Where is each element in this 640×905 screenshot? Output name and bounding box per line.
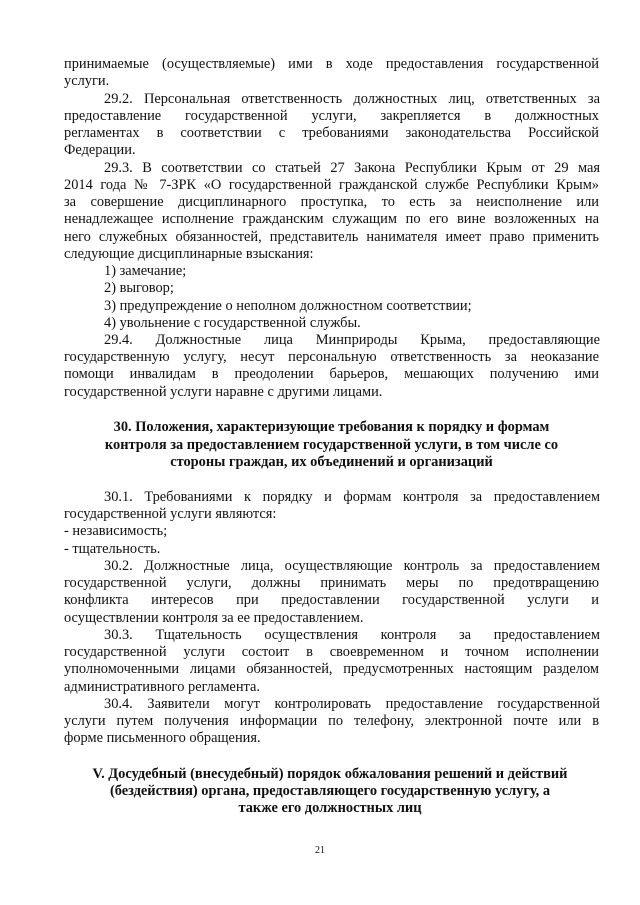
chapter-heading: V. Досудебный (внесудебный) порядок обжалования решений и действий [92,766,568,782]
list-item: 4) увольнение с государственной службы. [104,315,361,331]
text-line: 29.2. Персональная ответственность должностных лиц, ответственных за [104,91,600,107]
section-heading: 30. Положения, характеризующие требования к порядку и формам [113,419,550,435]
text-line: государственной услуги, должны принимать меры по предотвращению [64,575,599,591]
list-item: - независимость; [64,523,168,539]
list-item: 2) выговор; [104,280,174,296]
text-line: 29.4. Должностные лица Минприроды Крыма, предоставляющие [104,332,600,348]
text-line: 2014 года № 7-ЗРК «О государственной гражданской службе Республики Крым» [64,177,599,193]
text-line: форме письменного обращения. [64,730,261,746]
chapter-heading: также его должностных лиц [238,800,422,816]
list-item: 1) замечание; [104,263,187,279]
section-heading: стороны граждан, их объединений и организаций [170,454,493,470]
text-line: него служебных обязанностей, представитель нанимателя имеет право применить [64,229,599,245]
text-line: государственной услуги наравне с другими лицами. [64,384,383,400]
page-number: 21 [315,845,325,856]
text-line: осуществлении контроля за ее предоставлением. [64,610,364,626]
text-line: 29.3. В соответствии со статьей 27 Закона Республики Крым от 29 мая [104,160,600,176]
text-line: услуги. [64,73,110,89]
text-line: ненадлежащее исполнение гражданским служащим по его вине возложенных на [64,211,599,227]
chapter-heading: (бездействия) органа, предоставляющего государственную услугу, а [109,783,551,799]
text-line: 30.1. Требованиями к порядку и формам контроля за предоставлением [104,489,600,505]
text-line: следующие дисциплинарные взыскания: [64,246,314,262]
text-line: помощи инвалидам в преодолении барьеров, мешающих получению ими [64,366,599,382]
text-line: государственной услуги являются: [64,506,277,522]
text-line: административного регламента. [64,679,260,695]
section-heading: контроля за предоставлением государственной услуги, в том числе со [104,437,559,453]
list-item: 3) предупреждение о неполном должностном соответствии; [104,298,472,314]
text-line: регламентах в соответствии с требованиями законодательства Российской [64,125,599,141]
text-line: 30.2. Должностные лица, осуществляющие контроль за предоставлением [104,558,600,574]
text-line: Федерации. [64,142,136,158]
text-line: конфликта интересов при предоставлении государственной услуги и [64,592,599,608]
text-line: принимаемые (осуществляемые) ими в ходе предоставления государственной [64,56,599,72]
text-line: за совершение дисциплинарного проступка, то есть за неисполнение или [64,194,599,210]
text-line: уполномоченными лицами обязанностей, предусмотренных настоящим разделом [64,661,599,677]
text-line: государственную услугу, несут персональную ответственность за неоказание [64,349,599,365]
text-line: государственной услуги состоит в своевременном и точном исполнении [64,644,599,660]
list-item: - тщательность. [64,541,161,557]
text-line: предоставление государственной услуги, закрепляется в должностных [64,108,599,124]
text-line: услуги путем получения информации по телефону, электронной почте или в [64,713,599,729]
text-line: 30.4. Заявители могут контролировать предоставление государственной [104,696,600,712]
text-line: 30.3. Тщательность осуществления контроля за предоставлением [104,627,600,643]
